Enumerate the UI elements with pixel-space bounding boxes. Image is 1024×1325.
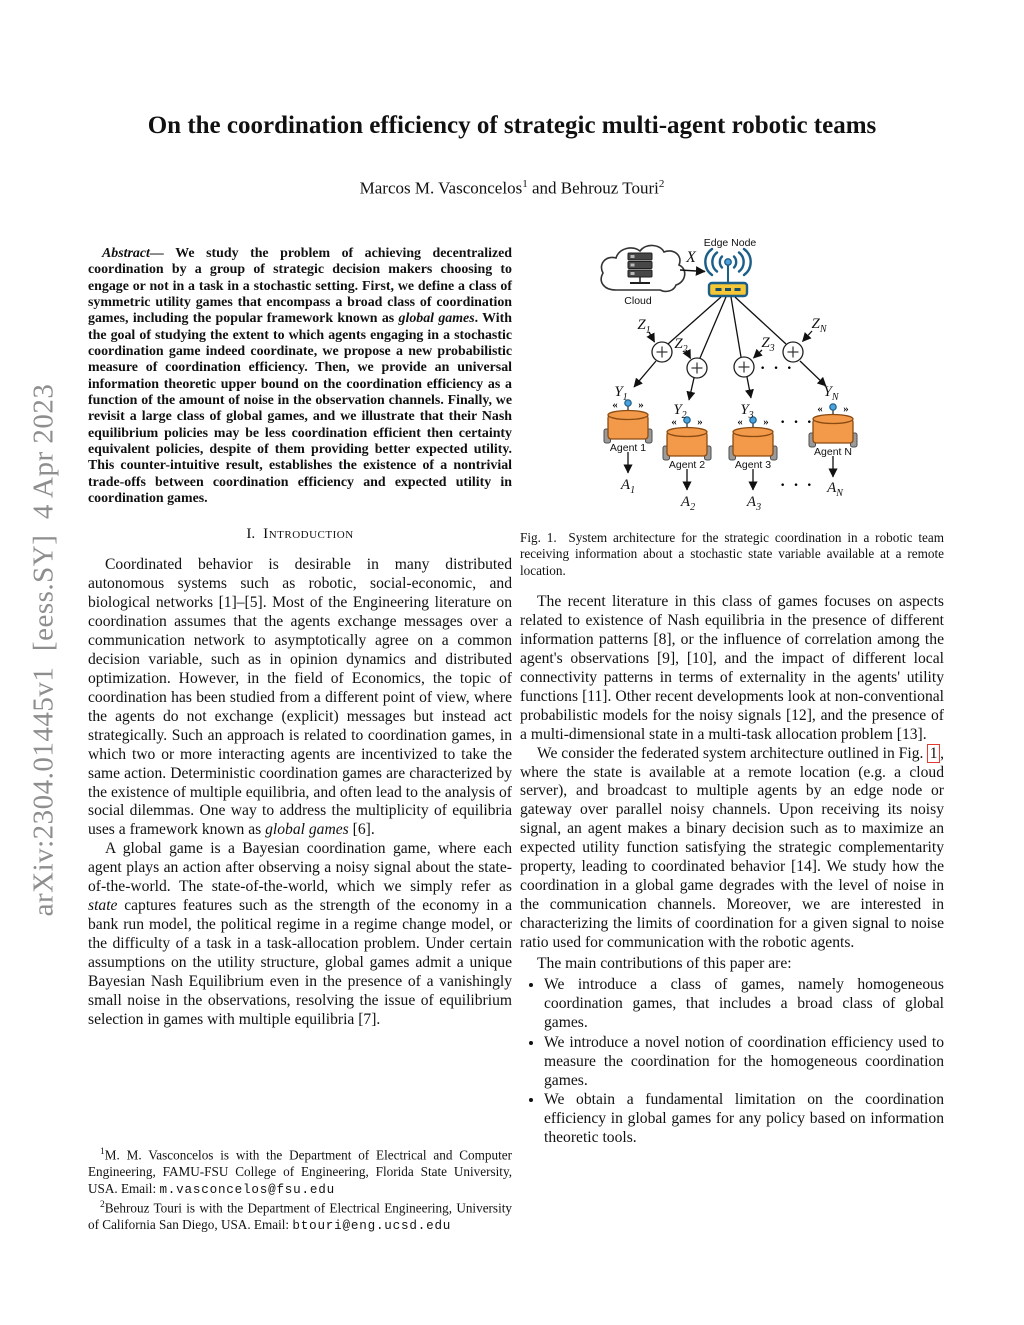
- right-column: [520, 237, 945, 1149]
- cloud-label: Cloud: [624, 295, 652, 307]
- label-an: $A_N$: [827, 480, 843, 499]
- left-column: [88, 246, 512, 1030]
- agent-n-label: Agent N: [814, 446, 852, 458]
- figure-1-system-architecture: [520, 237, 944, 524]
- intro-paragraph-1: Coordinated behavior is desirable in many distributed autonomous systems such as robotic, social-economic, and biological networks [1]–[5]. Most of the Engineering literature on coordination assumes that the agents exchange messages over a communication network to asymptotically agree on a common decision variable, such as in opinion dynamics and distributed optimization. However, in the field of Economics, the topic of coordination has been studied from a different point of view, where the agents do not exchange (explicit) messages but instead act strategically. Such an approach is related to coordination games, in which two or more interacting agents are incentivized to take the same action. Deterministic coordination games are characterized by the existence of multiple equilibria, and often lead to the analysis of social dilemmas. One way to address the multiplicity of equilibria uses a framework known as global games [6].: [88, 556, 512, 839]
- robot-agent-2-icon: [663, 416, 711, 460]
- edge-node-icon: [705, 249, 750, 296]
- label-x: X: [686, 249, 696, 266]
- svg-text:«: «: [737, 416, 743, 428]
- robot-agent-n-icon: [809, 403, 857, 447]
- label-a1: $A_1$: [620, 477, 636, 496]
- author-2-affiliation-mark: 2: [658, 178, 665, 190]
- paper-title: On the coordination efficiency of strategic multi-agent robotic teams: [147, 112, 877, 139]
- abstract-label: Abstract: [102, 246, 150, 261]
- agent-1-label: Agent 1: [609, 442, 647, 454]
- author-1: Marcos M. Vasconcelos: [359, 178, 523, 198]
- contributions-intro: The main contributions of this paper are:: [537, 954, 792, 972]
- label-z2: $Z_2$: [674, 336, 688, 355]
- abstract-paragraph: Abstract— We study the problem of achieving decentralized coordination by a group of strategic decision makers choosing to engage or not in a task in a stochastic setting. First, we define a class of symmetric utility games that encompass a broad class of coordination games, including the popular framework known as global games. With the goal of studying the extent to which agents engaging in a stochastic coordination game indeed coordinate, we propose a new probabilistic measure of coordination efficiency. Then, we provide an universal information theoretic upper bound on the coordination efficiency as a function of the amount of noise in the observation channels. Finally, we revisit a large class of global games, and we illustrate that their Nash equilibrium policies may be less coordination efficient then certainty equivalent policies, despite of them providing better expected utility. This counter-intuitive result, establishes the existence of a nontrivial trade-offs between coordination efficiency and expected utility in coordination games.: [88, 246, 512, 506]
- svg-text:»: »: [697, 416, 703, 428]
- italic-term-state: state: [88, 897, 118, 915]
- observation-arrows: [634, 361, 826, 400]
- figure-1-drawing: [520, 240, 944, 524]
- italic-term-global-games: global games: [398, 311, 475, 327]
- svg-text:«: «: [671, 416, 677, 428]
- label-a2: $A_2$: [680, 494, 696, 513]
- related-work-paragraph: The recent literature in this class of games focuses on aspects related to existence of Nash equilibria in the presence of different information patterns [8], or the influence of correlation among the agent's observations [9], [10], and the impact of different local connectivity patterns in terms of externality in the agents' utility functions [11]. Other recent developments look at non-conventional probabilistic models for the noisy signals [12], and the presence of a multi-dimensional state in a multi-task allocation problem [13].: [520, 593, 944, 743]
- robot-agent-1-icon: [604, 399, 652, 443]
- section-heading-introduction: I. Introduction: [246, 525, 354, 543]
- contributions-list: [526, 976, 944, 1148]
- svg-text:«: «: [612, 399, 618, 411]
- arxiv-watermark: arXiv:2304.01445v1 [eess.SY] 4 Apr 2023: [27, 383, 60, 917]
- label-zn: $Z_N$: [811, 316, 827, 335]
- author-1-affiliation-mark: 1: [522, 178, 528, 190]
- label-z3: $Z_3$: [761, 335, 775, 354]
- agent-2-label: Agent 2: [668, 459, 706, 471]
- footnote-2: $^2$Behrouz Touri is with the Department of Electrical Engineering, University of California San Diego, USA. Email: btouri@eng.ucsd.edu: [88, 1199, 512, 1234]
- intro-paragraph-2: A global game is a Bayesian coordination game, where each agent plays an action after observing a noisy signal about the state-of-the-world. The state-of-the-world, which we simply refer as state captures features such as the strength of the economy in a bank run model, the political regime in a regime change model, or the difficulty of a task in a task-allocation problem. Under certain assumptions on the utility structure, global games admit a unique Bayesian Nash Equilibrium even in the presence of a vanishingly small noise in the observations, resolving the issue of equilibrium selection in games with multiple equilibria [7].: [88, 840, 512, 1028]
- cloud-icon: [601, 245, 685, 291]
- contribution-item-3: • We obtain a fundamental limitation on the coordination efficiency in global games for any policy based on information theoretic tools.: [544, 1091, 944, 1148]
- email-author-1: m.vasconcelos@fsu.edu: [159, 1182, 335, 1197]
- italic-term-global-games: global games: [265, 821, 349, 839]
- svg-text:»: »: [843, 403, 849, 415]
- author-2: and Behrouz Touri: [527, 178, 659, 198]
- authors-line: [0, 178, 1024, 199]
- footnote-1: $^1$M. M. Vasconcelos is with the Department of Electrical and Computer Engineering, FAMU-FSU College of Engineering, Florida State University, USA. Email: m.vasconcelos@fsu.edu: [88, 1147, 512, 1197]
- svg-text:»: »: [638, 399, 644, 411]
- email-author-2: btouri@eng.ucsd.edu: [292, 1219, 452, 1234]
- svg-text:«: «: [817, 403, 823, 415]
- contribution-item-2: • We introduce a novel notion of coordination efficiency used to measure the coordination for the homogeneous coordination games.: [544, 1034, 944, 1091]
- agent-3-label: Agent 3: [734, 459, 772, 471]
- system-overview-paragraph: We consider the federated system architecture outlined in Fig. 1 , where the state is available at a remote location (e.g. a cloud server), and broadcast to multiple agents by an edge node or gateway over parallel noisy channels. Upon receiving its noisy signal, an agent makes a binary decision such as to maximize an expected utility function satisfying the strategic complementarity property, leading to coordinated behavior [14]. We study how the coordination in a global game degrades with the level of noise in the communication channels. Moreover, we are interested in characterizing the limits of coordination for a given signal to noise ratio used for communication with the robotic agents.: [520, 744, 944, 951]
- contribution-item-1: • We introduce a class of games, namely homogeneous coordination games, that includes a broad class of global games.: [544, 976, 944, 1033]
- edge-node-label: Edge Node: [703, 237, 757, 249]
- figure-reference-link[interactable]: 1: [927, 744, 940, 763]
- robot-agent-3-icon: [729, 416, 777, 460]
- figure-1-caption: Fig. 1. System architecture for the strategic coordination in a robotic team receiving information about a stochastic state variable available at a remote location.: [520, 530, 945, 578]
- ellipsis-actions: · · ·: [780, 477, 815, 494]
- svg-text:»: »: [763, 416, 769, 428]
- label-y3: $Y_3$: [740, 402, 754, 421]
- ellipsis-adders: · · ·: [760, 360, 795, 377]
- label-a3: $A_3$: [746, 494, 762, 513]
- ellipsis-agents: · · ·: [780, 414, 815, 431]
- abstract: [88, 246, 512, 507]
- label-y2: $Y_2$: [673, 402, 687, 421]
- footnotes: [88, 1146, 512, 1235]
- router-icon: [709, 283, 747, 296]
- label-y1: $Y_1$: [614, 384, 628, 403]
- label-z1: $Z_1$: [637, 317, 651, 336]
- label-yn: $Y_N$: [823, 384, 839, 403]
